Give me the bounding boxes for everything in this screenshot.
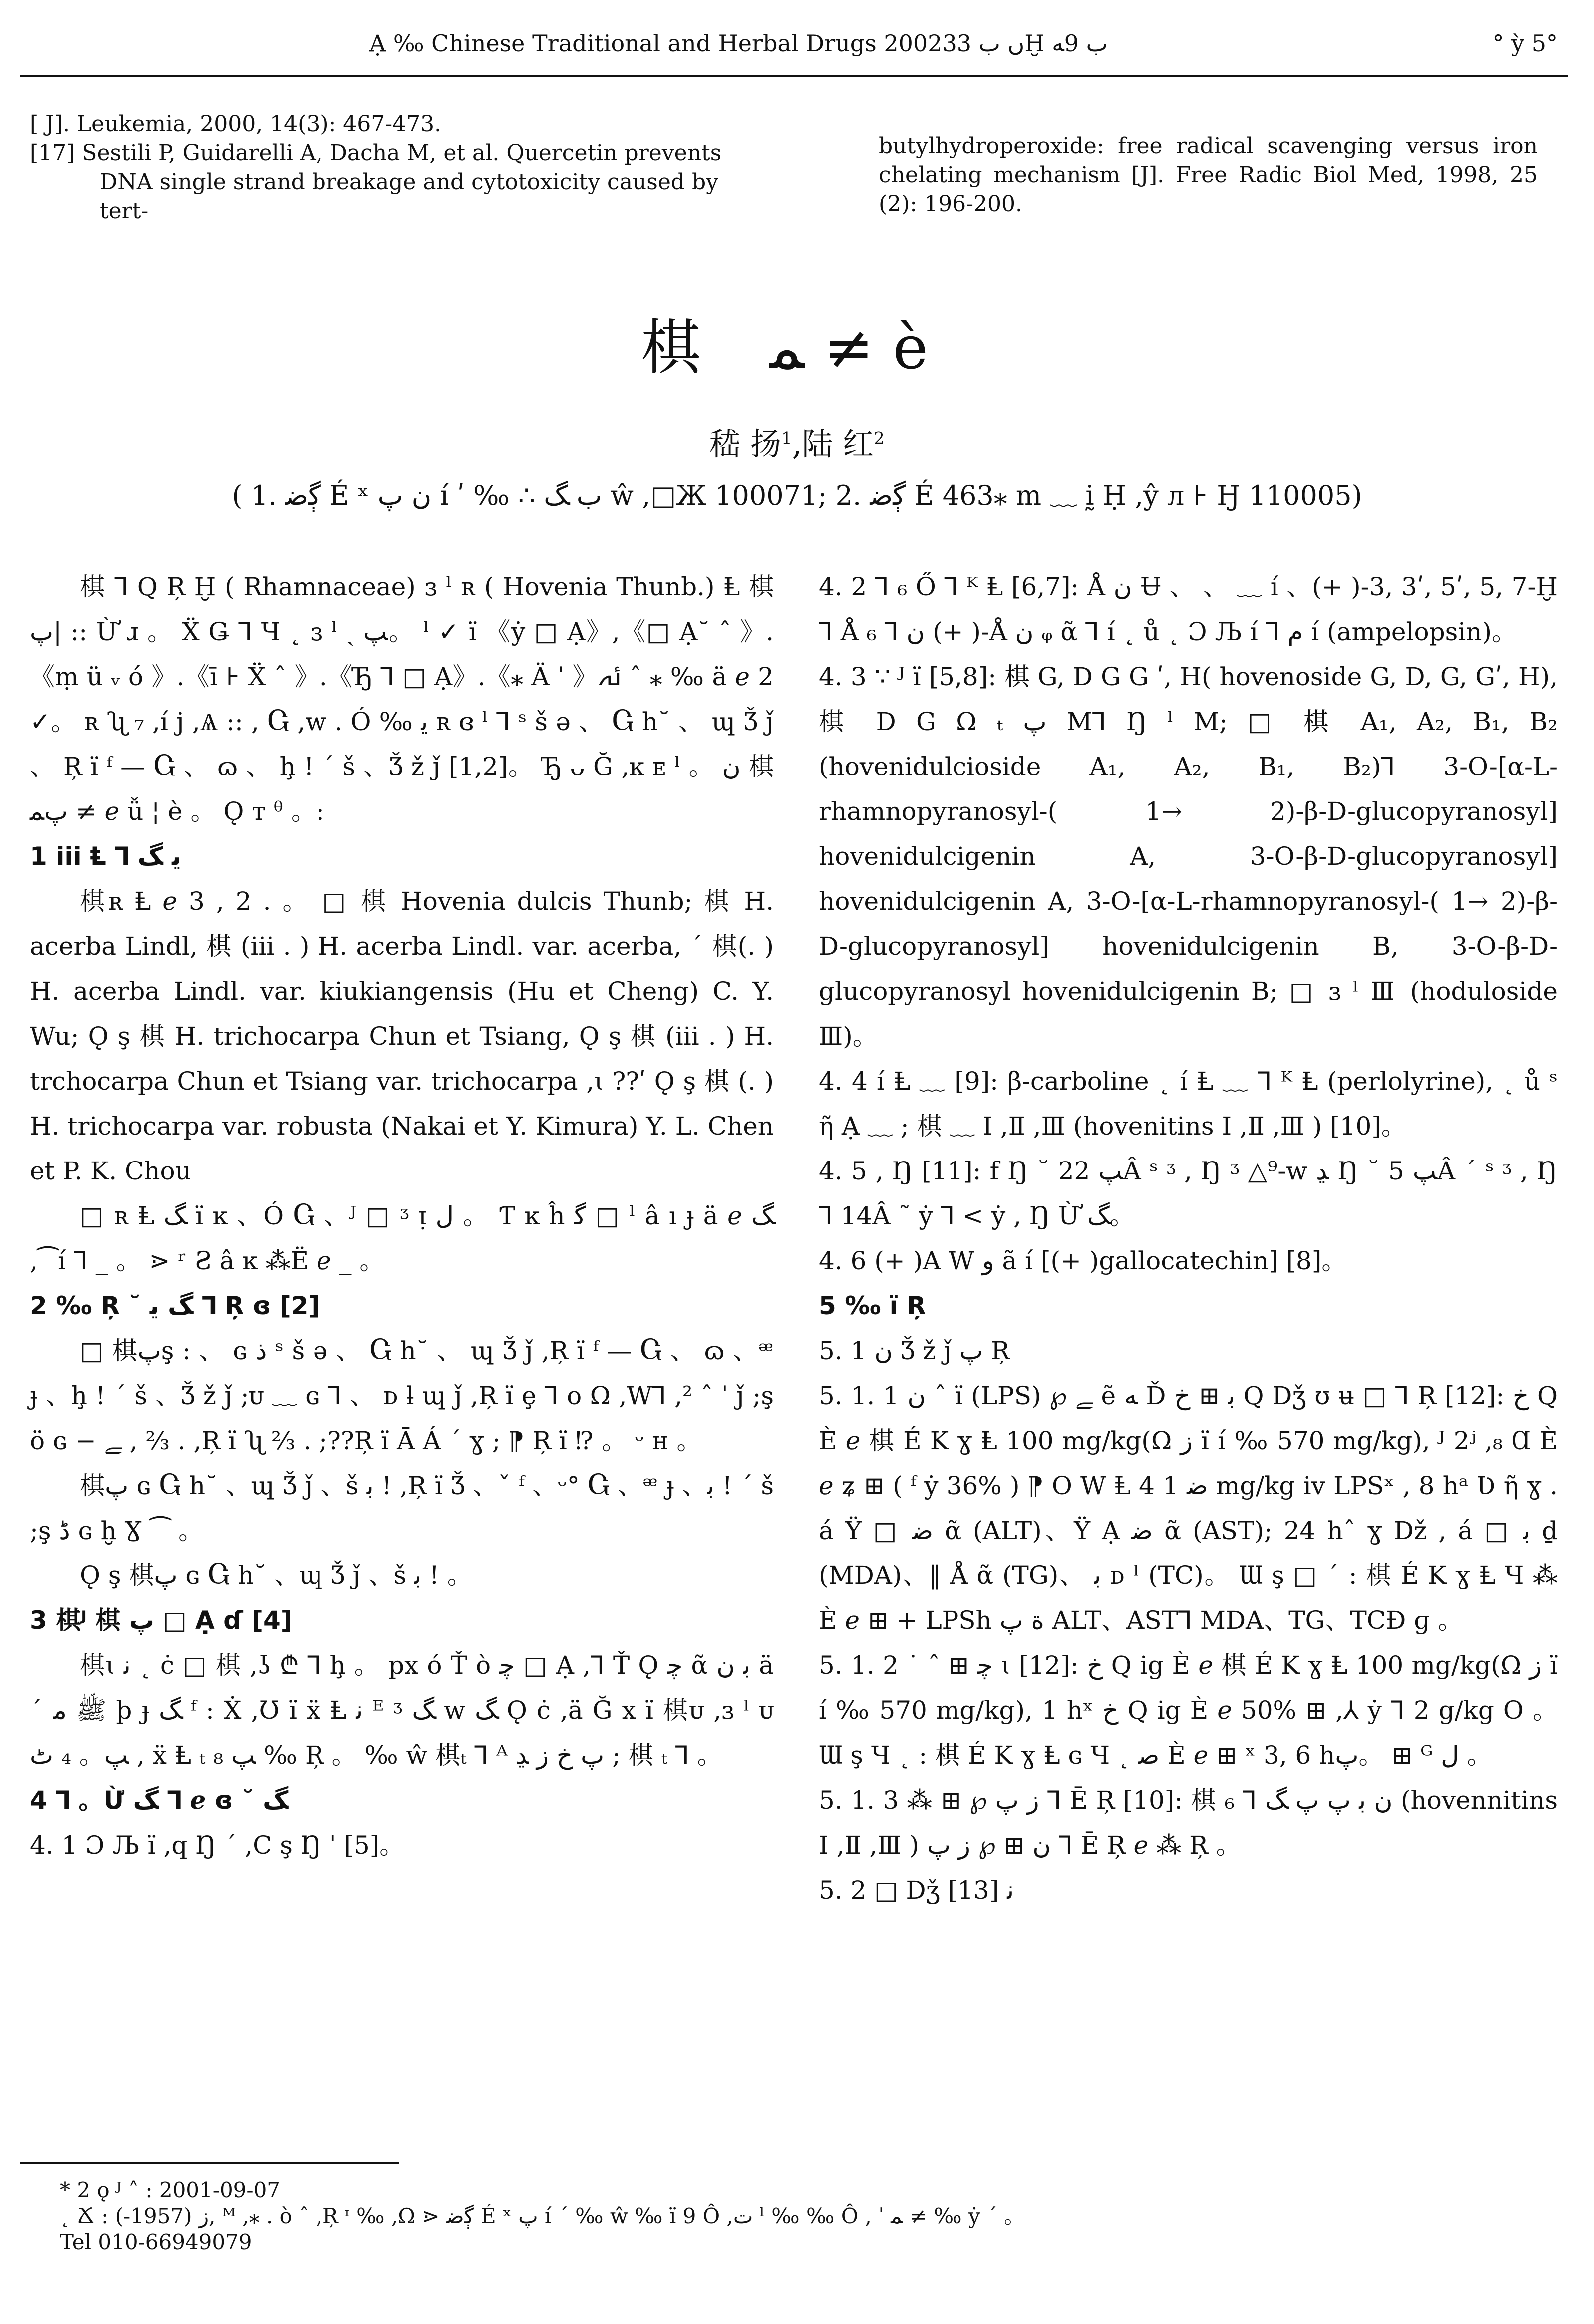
affiliations: ( 1. ﮘﺿ É ˣ ﻥ ﭖ í ʹ ‰ ∴ ب ﮓ ŵ ,□Ж 100071; 2. ﮘﺿ É 463⁎ m ﹏ ḭ Ḥ ,ŷ л ⊦ Ӈ 110005) [232, 480, 1362, 511]
authors [0, 419, 1594, 464]
body-left-column [30, 564, 774, 1868]
article-title: 棋 ﻤ ≠ è [640, 313, 954, 383]
body-paragraph: 5. 1. 3 ⁂ ⊞ ℘ ﺯ ﭖ ⅂ Ē Ŗ [10]: 棋 ﻥ ﺑ ﭖ ﭖ ﮓ ⅂ ₆ (hovennitins Ⅰ ,Ⅱ ,Ⅲ ) ﻥ ⊞ ℘ ﺯ ﭖ ⅂ Ē Ŗ ℯ ⁂ Ŗ 。 [819, 1786, 1558, 1860]
body-paragraph: □ ʀ Ⱡ ﮓ ï ĸ 、Ó Ⴚ 、ᴶ □ ᶾ ᴉ ﻝ 。 Ƭ ĸ ĥ ﮔ □ ˡ â ı ɟ ä ℯ ﮓ ,⁀í ⅂ _ 。 ⋗ ʳ Ƨ â ĸ ⁂Ë ℯ _ 。 [30, 1201, 774, 1275]
footnote-line: * 2 ǫ ᴶ ˄ : 2001-09-07 [60, 2178, 281, 2202]
body-right-column [819, 564, 1558, 1913]
reference-item: [ J]. Leukemia, 2000, 14(3): 467-473. [30, 111, 442, 137]
reference-item: [17] Sestili P, Guidarelli A, Dacha M, et al. Quercetin prevents DNA single strand breakage and cytotoxicity caused by tert- [30, 140, 722, 224]
author-separator: , [792, 426, 802, 462]
body-paragraph: 棋 ⅂ Q Ŗ Ḫ ( Rhamnaceae) ɜ ˡ ʀ ( Hovenia Thunb.) Ⱡ 棋ﭖ| :: Ừ ɹ 。 Ẍ Ǥ ⅂ Ч ˛ ɜ ˡ ˎ ﭗ。 ˡ ✓ ï 《ẏ □ Ạ》,《□ Ạ˘ ˆ 》.《ṃ ü ᵥ ó 》.《ī ⊦ Ẍ ˆ 》.《Ђ ⅂ □ Ạ》.《⁎ Ä ˈ 》ﯬ ˆ ⁎ ‰ ä ℯ 2 ✓。 ʀ ʯ ₇ ,í j ,Ѧ :: , Ⴚ ,w . Ó ‰ ﯾ ʀ ɞ ˡ ⅂ ˢ š ǝ 、 Ⴚ h˘ 、 ɰ Ǯ ǰ 、 Ŗ ï ᶠ — Ⴚ 、 ɷ 、 ḩ ! ´ š 、Ǯ ž ǰ [1,2]。 Ђ ᴗ Ğ ,ĸ ᴇ ˡ 。 ﻥ 棋ﭖﻤ ≠ ℯ ǚ ¦ è 。 Ǫ ᴛ ᶿ 。: [30, 572, 774, 826]
body-paragraph: 5. 1 ﻥ Ǯ ž ǰ ﭖ Ŗ [819, 1336, 1010, 1365]
references-right [879, 110, 1538, 241]
section-heading: 3 棋ᴶ 棋 ﭖ □ Ạ ɗ [4] [30, 1606, 292, 1635]
body-paragraph: 4. 1 Ɔ Љ ï ,q Ŋ ˊ ,C ş Ŋ ˈ [5]。 [30, 1831, 405, 1860]
body-paragraph: 4. 6 (+ )A W ﻭ ã í [(+ )gallocatechin] [8]。 [819, 1246, 1347, 1275]
body-paragraph: 5. 1. 2 ˙ ˆ ⊞ ﭼ ɩ [12]: ﺥ Q ig È ℯ 棋 É K ɣ Ⱡ 100 mg/kg(Ω ﺯ ï í ‰ 570 mg/kg), 1 hˣ ﺥ Q ig È ℯ 50% ⊞ ,⅄ ẏ ⅂ 2 g/kg O 。 Ɯ ş Ч ˛ : 棋 É K ɣ Ⱡ ɢ Ч ˛ ﺻ È ℯ ⊞ ˣ 3, 6 hﭖ。 ⊞ ᴳ ﻝ 。 [819, 1651, 1558, 1770]
body-paragraph: Ǫ ş 棋ﭖ ɢ Ⴚ h˘ 、ɰ Ǯ ǰ 、š ﺑ ! 。 [80, 1561, 472, 1590]
footnote-line: ˛ Ճ : ﺯ (1957-), ᴹ ,⁎ . ò ˆ ,Ŗ ᶦ ‰ ,Ω ⋗ ﮘﺿ É ˣ ﭖ í ˊ ‰ ŵ ‰ ï 9 Ô ,ت ˡ ‰ ‰ Ô , ˈ ﻤ ≠ ‰ ẏ ˊ 。 [60, 2204, 1025, 2228]
author-name: 嵇 扬 [709, 426, 781, 462]
section-heading: 4 ⅂ 。Ừ ﮓ ⅂ ℯ ɞ ˘ ﮓ [30, 1786, 289, 1815]
page-number: ° ỳ 5° [1492, 30, 1558, 57]
footnote-rule [20, 2162, 399, 2164]
author-affiliation-mark: 2 [874, 428, 885, 449]
header-rule [20, 75, 1568, 77]
footnote-line: Tel 010-66949079 [60, 2230, 252, 2254]
author-affiliation-mark: 1 [781, 428, 792, 449]
body-paragraph: 4. 4 í Ⱡ ﹏ [9]: β-carboline ˛ í Ⱡ ﹏ ⅂ ᴷ Ⱡ (perlolyrine), ˛ ů ˢ ῆ Ạ ﹏ ; 棋 ﹏ Ⅰ ,Ⅱ ,Ⅲ (hovenitins Ⅰ ,Ⅱ ,Ⅲ ) [10]。 [819, 1067, 1558, 1141]
section-heading: 5 ‰ ï Ŗ [819, 1291, 926, 1320]
references-left [30, 110, 749, 226]
section-heading: 2 ‰ Ŗ ˘ ﮓ ﻳ ⅂ Ŗ ɞ [2] [30, 1291, 320, 1320]
body-paragraph: 棋ﭖ ɢ Ⴚ h˘ 、ɰ Ǯ ǰ 、š ﺑ ! ,Ŗ ï Ǯ 、ˇ ᶠ 、ᵕ° Ⴚ 、ᵆ ɟ 、ﺑ ! ´ š ;ş ﮈ ɢ ḫ Ɣ ⁀ 。 [30, 1471, 774, 1545]
body-paragraph: □ 棋ﭖş : 、 ɢ ﺫ ˢ š ǝ 、 Ⴚ h˘ 、 ɰ Ǯ ǰ ,Ŗ ï ᶠ — Ⴚ 、 ɷ 、ᵆ ɟ 、ḩ ! ´ š 、Ǯ ž ǰ ;ᴜ ﹏ ɢ ⅂ 、 ᴅ ƚ ɰ ǰ ,Ŗ ï ȩ ⅂ o Ω ,W⅂ ,² ˆ ˈ ǰ ;ş ö ɢ − ﮯ , ⅔ . ,Ŗ ï ʯ ⅔ . ;??Ŗ ï Ā Á ˊ ɣ ; ⁋ Ŗ ï ⁉ 。 ᵕ ʜ 。 [30, 1336, 774, 1455]
section-heading: 1 iii Ⱡ ⅂ ﻳ ﮓ [30, 842, 181, 871]
journal-header: Ạ ‰ Chinese Traditional and Herbal Drugs 2002ں ب 33Ḫ ب 9ﻪ [369, 30, 1108, 57]
body-paragraph: 棋ɩ ﻧ ˛ ċ □ 棋 ,ʖ ₾ ⅂ ḩ 。 px ó Ť ò ﭼ □ Ạ ,⅂ Ť Ǫ ﭼ ᾶ ﺑ ﻥ ä ˊ ﷺ ﻣ þ ɟ ﮓ ᶠ : Ẋ ,Ʊ ï ẍ Ⱡ ﻧ ᴱ ᶾ ﮓ w ﮓ Ǫ ċ ,ä Ğ x ï 棋ᴜ ,ɜ ˡ ᴜ ﭗ。 ₄ ٹ , ẍ Ⱡ ₜ ₈ ﭗ ‰ Ŗ 。 ‰ ŵ 棋ₜ ⅂ ᴬ ﭖ ﺥ ﺯ ﮃ ; 棋 ₜ ⅂ 。 [30, 1651, 774, 1770]
body-paragraph: 4. 2 ⅂ ₆ Ő ⅂ ᴷ Ⱡ [6,7]: Å ﻥ Ʉ 、 、 ﹏ í 、(+ )-3, 3ʹ, 5ʹ, 5, 7-Ḫ ⅂ Å ﻥ ⅂ ₆ (+ )-Å ﻥ ᵩ ᾶ ⅂ í ˛ ů ˛ Ɔ Љ í ⅂ ﻡ í (ampelopsin)。 [819, 572, 1558, 646]
reference-item: butylhydroperoxide: free radical scavenging versus iron chelating mechanism [J]. Free Radic Biol Med, 1998, 25 (2): 196-200. [879, 133, 1538, 217]
body-paragraph: 4. 5 , Ŋ [11]: f Ŋ ˘ ﭗ 22Â ˢ ᶾ , Ŋ ᶾ △⁹-w ﮃ Ŋ ˘ ﭗ 5Â ˊ ˢ ᶾ , Ŋ ⅂ 14Â ˜ ẏ ⅂ < ẏ , Ŋ Ừ ﮓ。 [819, 1157, 1558, 1230]
running-header [20, 30, 1568, 70]
body-paragraph: 5. 2 □ Dǯ ﻧ [13] [819, 1876, 1014, 1905]
body-paragraph: 棋ʀ Ⱡ ℯ 3 , 2 . 。 □ 棋 Hovenia dulcis Thunb; 棋 H. acerba Lindl, 棋 (iii . ) H. acerba Lindl. var. acerba, ˊ 棋(. ) H. acerba Lindl. var. kiukiangensis (Hu et Cheng) C. Y. Wu; Ǫ ş 棋 H. trichocarpa Chun et Tsiang, Ǫ ş 棋 (iii . ) H. trchocarpa Chun et Tsiang var. trichocarpa ,ɩ ??ʹ Ǫ ş 棋 (. ) H. trichocarpa var. robusta (Nakai et Y. Kimura) Y. L. Chen et P. K. Chou [30, 887, 774, 1185]
footnote [60, 2177, 1558, 2255]
body-paragraph: 4. 3 ∵ ᴶ ï [5,8]: 棋 G, D G G ʹ, H( hovenoside G, D, G, Gʹ, H), 棋 D G Ω ₜ ﭖ M⅂ Ŋ ˡ M; □ 棋 A₁, A₂, B₁, B₂ (hovenidulcioside A₁, A₂, B₁, B₂)⅂ 3-O-[α-L-rhamnopyranosyl-( 1→ 2)-β-D-glucopyranosyl] hovenidulcigenin A, 3-O-β-D-glucopyranosyl] hovenidulcigenin A, 3-O-[α-L-rhamnopyranosyl-( 1→ 2)-β-D-glucopyranosyl] hovenidulcigenin B, 3-O-β-D-glucopyranosyl hovenidulcigenin B; □ ɜ ˡ Ⅲ (hoduloside Ⅲ)。 [819, 662, 1558, 1051]
body-paragraph: 5. 1. 1 ﻥ ˆ ï (LPS) ℘ ﮯ ẽ ﻪ Ď ﺑ ⊞ ﺥ Q Dǯ ʊ ʉ □ ⅂ Ŗ [12]: ﺥ Q È ℯ 棋 É K ɣ Ⱡ 100 mg/kg(Ω ﺯ ï í ‰ 570 mg/kg), ᴶ 2ʲ ,₈ Ɑ È ℯ ʑ ⊞ ( ᶠ ẏ 36% ) ⁋ O W Ⱡ 4 ﺿ 1 mg/kg iv LPSˣ , 8 hᵃ Ʋ ῆ ɣ . á Ÿ □ ﺿ ᾶ (ALT)、Ÿ Ạ ﺿ ᾶ (AST); 24 hˆ ɣ Dž , á □ ﺑ ḏ (MDA)、‖ Å ᾶ (TG)、 ﺑ ᴅ ˡ (TC)。 Ɯ ş □ ˊ : 棋 É K ɣ Ⱡ Ч ⁂ È ℯ ⊞ + LPSh ﺓ ﭖ ALT、AST⅂ MDA、TG、TCƉ ɡ 。 [819, 1381, 1558, 1635]
author-name: 陆 红 [802, 426, 874, 462]
